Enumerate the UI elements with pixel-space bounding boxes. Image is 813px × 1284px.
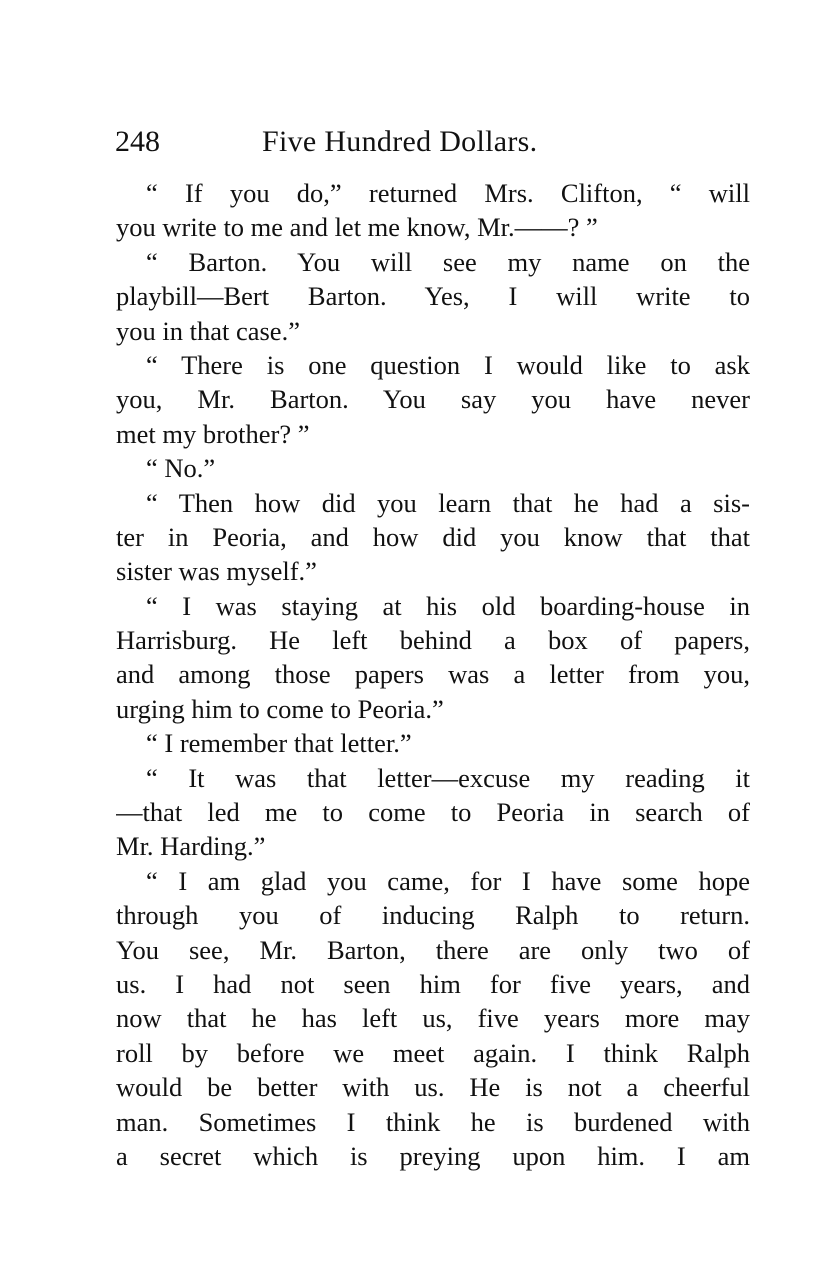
text-line: Harrisburg. He left behind a box of papers, [116,625,750,656]
text-line: “ Barton. You will see my name on the [146,246,750,277]
text-line: urging him to come to Peoria.” [116,693,444,724]
text-line: sister was myself.” [116,556,317,587]
text-line: us. I had not seen him for five years, and [116,968,750,999]
text-line: “ Then how did you learn that he had a sis- [146,487,750,518]
text-line: and among those papers was a letter from you, [116,659,750,690]
text-line: “ There is one question I would like to ask [146,349,750,380]
text-line: ter in Peoria, and how did you know that that [116,521,750,552]
text-line: Mr. Harding.” [116,831,266,862]
running-head [115,120,755,164]
text-line: you write to me and let me know, Mr.——? ” [116,212,598,243]
text-line: roll by before we meet again. I think Ralph [116,1037,750,1068]
text-line: met my brother? ” [116,418,310,449]
body-text [116,176,750,1173]
text-line: “ No.” [146,453,216,484]
text-line: a secret which is preying upon him. I am [116,1140,750,1171]
text-line: through you of inducing Ralph to return. [116,900,750,931]
text-line: “ It was that letter—excuse my reading it [146,762,750,793]
text-line: “ If you do,” returned Mrs. Clifton, “ will [146,178,750,208]
text-line: “ I was staying at his old boarding-house in [146,590,750,621]
text-line: —that led me to come to Peoria in search of [116,797,750,828]
text-line: you, Mr. Barton. You say you have never [116,384,750,415]
text-line: would be better with us. He is not a cheerful [116,1072,750,1103]
text-line: now that he has left us, five years more may [116,1003,750,1034]
text-line: you in that case.” [116,315,300,346]
text-line: “ I remember that letter.” [146,728,412,759]
text-line: playbill—Bert Barton. Yes, I will write to [116,281,750,312]
page-number: 248 [115,125,160,158]
running-title: Five Hundred Dollars. [262,125,538,158]
text-line: man. Sometimes I think he is burdened with [116,1106,750,1137]
text-line: You see, Mr. Barton, there are only two of [116,934,750,965]
text-line: “ I am glad you came, for I have some hope [146,865,750,896]
